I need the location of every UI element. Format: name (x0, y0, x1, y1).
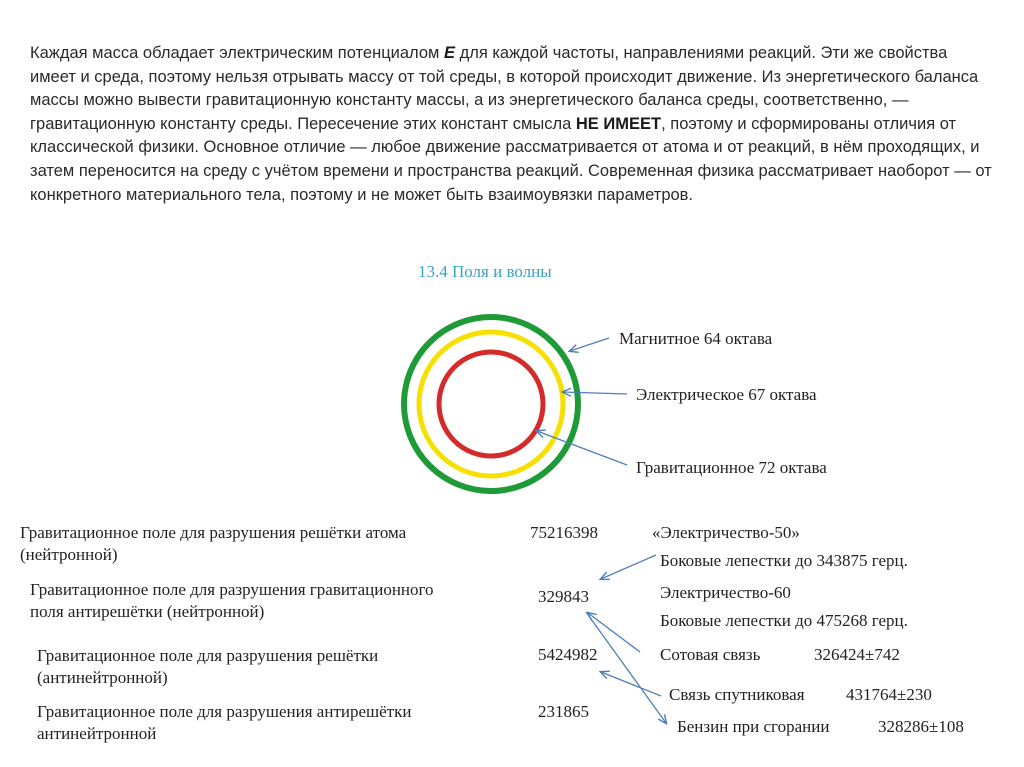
arrow-gasoline (586, 612, 666, 723)
gravitational-ring (439, 352, 543, 456)
satellite-label: Связь спутниковая (669, 685, 805, 704)
row-1-desc-line2: (нейтронной) (20, 545, 118, 564)
paragraph-part-3: , поэтому и сформированы отличия от классической физики. Основное отличие — любое движение рассматривается от атома и от реакций, в нём проходящих, и затем переносится на среду с учётом времени и пространства реакций. Современная физика рассматривает наоборот — от конкретного материального тела, поэтому и не может быть взаимоувязки параметров. (30, 114, 992, 204)
row-3-value: 5424982 (538, 645, 598, 664)
potential-symbol: E (443, 44, 455, 62)
magnetic-ring (404, 317, 578, 491)
arrow-side-lobes (601, 555, 656, 579)
row-4-desc-line2: антинейтронной (37, 724, 157, 743)
gravitational-label: Гравитационное 72 октава (636, 458, 827, 477)
side-lobes-2: Боковые лепестки до 475268 герц. (660, 611, 908, 630)
row-3-desc-line2: (антинейтронной) (37, 668, 168, 687)
satellite-value: 431764±230 (846, 685, 932, 704)
electricity-50-label: «Электричество-50» (652, 523, 800, 542)
row-3-desc-line1: Гравитационное поле для разрушения решётки (37, 646, 379, 665)
row-1-desc-line1: Гравитационное поле для разрушения решётки атома (20, 523, 407, 542)
cellular-label: Сотовая связь (660, 645, 761, 664)
magnetic-label: Магнитное 64 октава (619, 329, 773, 348)
side-lobes-1: Боковые лепестки до 343875 герц. (660, 551, 908, 570)
row-2-desc-line2: поля антирешётки (нейтронной) (30, 602, 265, 621)
row-4-value: 231865 (538, 702, 589, 721)
row-2-desc-line1: Гравитационное поле для разрушения гравитационного (30, 580, 434, 599)
section-title: 13.4 Поля и волны (418, 262, 552, 281)
gasoline-label: Бензин при сгорании (677, 717, 830, 736)
row-1-value: 75216398 (530, 523, 598, 542)
gasoline-value: 328286±108 (878, 717, 964, 736)
electric-label: Электрическое 67 октава (636, 385, 817, 404)
electricity-60-label: Электричество-60 (660, 583, 791, 602)
row-2-value: 329843 (538, 587, 589, 606)
arrow-magnetic (570, 338, 609, 351)
cellular-value: 326424±742 (814, 645, 900, 664)
arrow-satellite (601, 672, 661, 696)
row-4-desc-line1: Гравитационное поле для разрушения антирешётки (37, 702, 412, 721)
emphasis-not-meaningful: НЕ ИМЕЕТ (575, 114, 662, 133)
paragraph-part-2: для каждой частоты, направлениями реакций. Эти же свойства имеет и среда, поэтому нельзя отрывать массу от той среды, в которой происходит движение. Из энергетического баланса массы можно вывести гравитационную константу массы, а из энергетического баланса среды, соответственно, — гравитационную константу среды. Пересечение этих констант смысла (30, 44, 979, 133)
paragraph-part-1: Каждая масса обладает электрическим потенциалом (30, 44, 444, 62)
arrow-electric (563, 392, 627, 394)
